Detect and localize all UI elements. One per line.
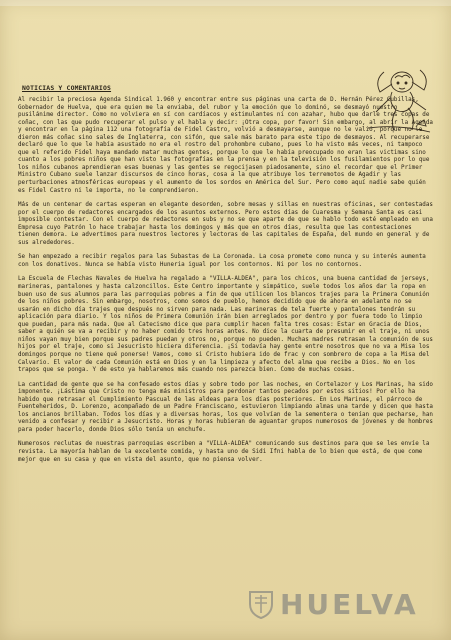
paragraph: Se han empezado a recibir regalos para las Subastas de La Coronada. La cosa promete como nunca y su interés aumenta con los donativos. Nunca se había visto Huneria igual por los contornos. Ni por los no contornos. [18, 254, 430, 268]
crest-icon [248, 589, 274, 619]
watermark-text: HUELVA [280, 587, 419, 621]
section-heading: NOTICIAS Y COMENTARIOS [22, 84, 112, 92]
paragraph: Más de un centenar de cartas esperan en elegante desorden, sobre mesas y sillas en nuestras oficinas, ser contestadas por el cuerpo de redactores encargados de los asuntos externos. Pero estos días de Cuaresma y Semana Santa es casi imposible contestar. Con el cuerpo de redactores en subs y no se que aparte de que se hablo todo esté empleado en una Empresa cuyo Patrón lo hace trabajar hasta los domingos y más que en otros días, resulta que las contestaciones tienen demora. Le advertimos para nuestros lectores y lectoras de las capitales de España, del mundo en general y de sus alrededores. [18, 202, 437, 246]
archive-watermark [248, 588, 419, 620]
scan-edge [0, 0, 451, 6]
paragraph: La Escuela de Flechas Navales de Huelva ha regalado a "VILLA-ALDEA", para los chicos, una buena cantidad de jerseys, marineras, pantalones y hasta calzoncillos. Este Centro importante y simpático, suele todos los años dar la ropa en buen uso de sus alumnos para las parroquias pobres a fin de que utilicen los blancos trajes para la Primera Comunión de los niños pobres. Sin embargo, nosotros, como somos de pueblo, hemos decidido que de ahora en adelante no se usarán en dicho día trajes que después no sirven para nada. Las marineras de tela fuerte y pantalones tendrán su aplicación para diario. Y los niños de Primera Comunión irán bien arreglados por dentro y por fuera todo lo limpio que puedan, para más nada. Que al Catecismo dice que para cumplir hacen falta tres cosas: Estar en Gracia de Dios, saber a quién se va a recibir y no haber comido tres horas antes. No dice la cuarta de presumir en el traje, ni unos niños vayan muy bien porque sus padres puedan y otros no, porque no pueden. Muchas madres retrasan la comunión de sus hijos por el traje, como si Jesucristo hiciera diferencia. ¡Si todavía hay gente entre nosotros que no va a Misa los domingos porque no tiene qué ponerse! Vamos, como si Cristo hubiera ido de frac y con sombrero de copa a la Misa del Calvario. El valor de cada Comunión está en Dios y en la limpieza y afecto del alma que recibe a Dios. No en los trapos que se ponga. Y de esto ya hablaremos más cuando nos parezca bien. Como de muchas cosas. [18, 276, 437, 374]
paragraph: Al recibir la preciosa Agenda Sindical 1.960 y encontrar entre sus páginas una carta de D. Hernán Pérez Cubillas, Gobernador de Huelva, que era quien me la enviaba, del rubor y la emoción que lo dominó, se desmayó nuestro pusilánime director. Como no volviera en sí con cardíacos y estimulantes ni con azahar, hubo que darle tres copas de coñac, con las que pudo recuperar el pulso y el habla y decir: ¡Otra copa, por favor! Sin embargo, al abrir la Agenda y encontrar en la página 112 una fotografía de Fidel Castro, volvió a desmayarse, aunque no le valió, porque no le dieron más coñac sino sales de Inglaterra, con sifón, que sale más barato para este tipo de desmayos. Al recuperarse declaró que lo que le había asustado no era el rostro del prohombre cubano, pues lo ha visto más veces, ni tampoco que el referido Fidel haya mandado matar muchas gentes, porque lo que le había preocupado no eran las victimas sino cuanto a los pobres niños que han visto las fotografías en la prensa y en la televisión los fusilamientos por lo que los niños cubanos aprendieran esas buenas y las gentes se regocijasen piadosamente, sino el recordar que el Primer Ministro Cubano suele lanzar discursos de cinco horas, cosa a la que atribuye los terremotos de Agadir y las perturbaciones atmosféricas europeas y el aumento de los sordos en América del Sur. Pero como aquí nadie sabe quién es Fidel Castro ni le importa, no le comprendieron. [18, 97, 437, 194]
paragraph: La cantidad de gente que se ha confesado estos días y sobre todo por las noches, en Cortelazor y Los Marinas, ha sido imponente. ¡Lástima que Cristo no tenga más ministros para perdonar tantos pecados por estos sitios! Por ello ha habido que retrasar el Cumplimiento Pascual de las aldeas para los días posteriores. En Los Marinas, el párroco de Fuenteheridos, D. Lorenzo, acompañado de un Padre Franciscano, estuvieron limpiando almas una tarde y dicen que hasta los ancianos brillaban. Todos los días y a diversas horas, los que volvían de la sementera o tenían que pecharse, han venido a confesar y recibir a Jesucristo. Horas y horas hubieran de aguantar grupos numerosos de jóvenes y de hombres para poder hacerlo, donde Dios sólo tenía un enchufe. [18, 381, 437, 433]
paragraph: Numerosos reclutas de nuestras parroquias escriben a "VILLA-ALDEA" comunicando sus destinos para que se les envíe la revista. La mayoría hablan de la excelente comida, y hasta uno de Sidi Ifni habla de lo bien que está, de que come mejor que en su casa y que en vista del asunto, que no piensa volver. [18, 441, 433, 463]
article-body [18, 97, 437, 470]
